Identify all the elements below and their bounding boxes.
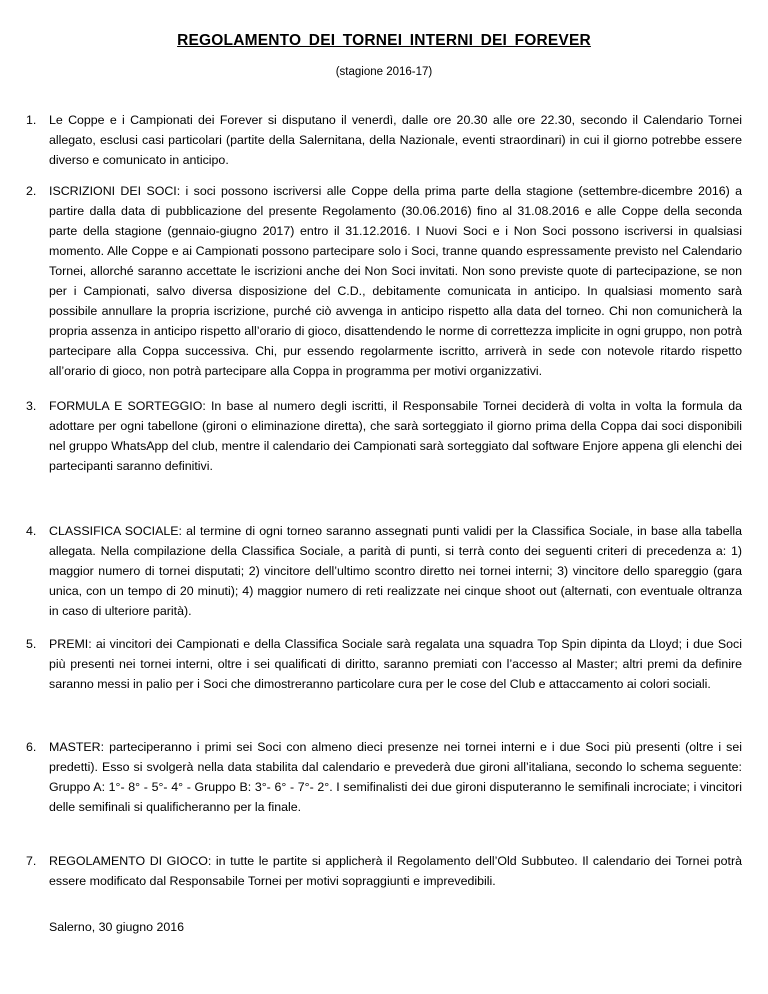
list-item [26, 521, 742, 621]
list-item [26, 110, 742, 170]
item-number: 5. [26, 637, 37, 651]
item-text: CLASSIFICA SOCIALE: al termine di ogni torneo saranno assegnati punti validi per la Classifica Sociale, in base alla tabella allegata. Nella compilazione della Classifica Sociale, a parità di punti, si terrà conto dei seguenti criteri di precedenza a: 1) maggior numero di tornei disputati; 2) vincitore dell’ultimo scontro diretto nei tornei interni; 3) vincitore dello spareggio (gara unica, con un tempo di 20 minuti); 4) maggior numero di reti realizzate nei cinque shoot out (alternati, con eventuale oltranza in caso di ulteriore parità). [49, 524, 742, 618]
list-item [26, 396, 742, 476]
item-number: 6. [26, 740, 37, 754]
item-number: 1. [26, 113, 37, 127]
item-text: REGOLAMENTO DI GIOCO: in tutte le partite si applicherà il Regolamento dell’Old Subbuteo. Il calendario dei Tornei potrà essere modificato dal Responsabile Tornei per motivi sopraggiunti e imprevedibili. [49, 854, 742, 888]
item-text: PREMI: ai vincitori dei Campionati e della Classifica Sociale sarà regalata una squadra Top Spin dipinta da Lloyd; i due Soci più presenti nei tornei interni, oltre i sei qualificati di diritto, saranno premiati con l’accesso al Master; altri premi da definire saranno messi in palio per i Soci che dimostreranno particolare cura per le cose del Club e attaccamento ai colori sociali. [49, 637, 742, 691]
item-text: FORMULA E SORTEGGIO: In base al numero degli iscritti, il Responsabile Tornei deciderà di volta in volta la formula da adottare per ogni tabellone (gironi o eliminazione diretta), che sarà sorteggiato il giorno prima della Coppa dai soci disponibili nel gruppo WhatsApp del club, mentre il calendario dei Campionati sarà sorteggiato dal software Enjore appena gli elenchi dei partecipanti saranno definitivi. [49, 399, 742, 473]
item-number: 2. [26, 184, 37, 198]
document-title: REGOLAMENTO DEI TORNEI INTERNI DEI FOREVER [177, 32, 591, 49]
item-number: 3. [26, 399, 37, 413]
list-item [26, 181, 742, 381]
list-item [26, 634, 742, 694]
item-text: Le Coppe e i Campionati dei Forever si disputano il venerdì, dalle ore 20.30 alle ore 22.30, secondo il Calendario Tornei allegato, esclusi casi particolari (partite della Salernitana, della Nazionale, eventi straordinari) in cui il giorno potrebbe essere diverso e comunicato in anticipo. [49, 113, 742, 167]
list-item [26, 737, 742, 817]
item-number: 7. [26, 854, 37, 868]
list-item [26, 851, 742, 891]
item-number: 4. [26, 524, 37, 538]
item-text: MASTER: parteciperanno i primi sei Soci con almeno dieci presenze nei tornei interni e i due Soci più presenti (oltre i sei predetti). Esso si svolgerà nella data stabilita dal calendario e prevederà due gironi all’italiana, secondo lo schema seguente: Gruppo A: 1°- 8° - 5°- 4° - Gruppo B: 3°- 6° - 7°- 2°. I semifinalisti dei due gironi disputeranno le semifinali incrociate; i vincitori delle semifinali si qualificheranno per la finale. [49, 740, 742, 814]
item-text: ISCRIZIONI DEI SOCI: i soci possono iscriversi alle Coppe della prima parte della stagione (settembre-dicembre 2016) a partire dalla data di pubblicazione del presente Regolamento (30.06.2016) fino al 31.08.2016 e alle Coppe della seconda parte della stagione (gennaio-giugno 2017) entro il 31.12.2016. I Nuovi Soci e i Non Soci possono iscriversi in qualsiasi momento. Alle Coppe e ai Campionati possono partecipare solo i Soci, tranne quando espressamente previsto nel Calendario Tornei, allorché saranno accettate le iscrizioni anche dei Non Soci invitati. Non sono previste quote di partecipazione, se non per i Campionati, salvo diversa disposizione del C.D., debitamente comunicata in anticipo. In qualsiasi momento sarà possibile annullare la propria iscrizione, purché ciò avvenga in anticipo rispetto alla data del torneo. Chi non comunicherà la propria assenza in anticipo rispetto all’orario di gioco, disattendendo le norme di correttezza implicite in ogni gruppo, non potrà partecipare alla Coppa successiva. Chi, pur essendo regolarmente iscritto, arriverà in sede con notevole ritardo rispetto all’orario di gioco, non potrà partecipare alla Coppa in programma per motivi organizzativi. [49, 184, 742, 378]
document-signoff: Salerno, 30 giugno 2016 [49, 920, 185, 934]
document-subtitle: (stagione 2016-17) [335, 66, 433, 78]
